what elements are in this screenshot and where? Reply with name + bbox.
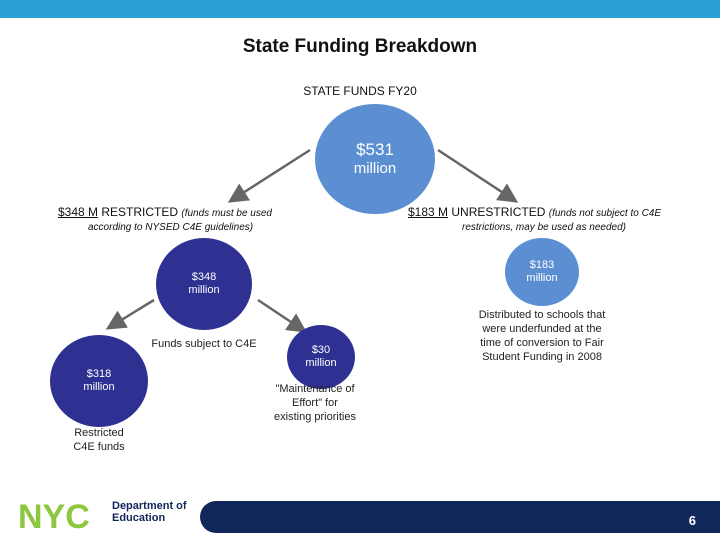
total-funds-unit: million <box>353 160 397 177</box>
department-name <box>112 500 187 524</box>
slide-title: State Funding Breakdown <box>242 36 478 57</box>
moe-value: $30 <box>311 344 331 356</box>
moe-caption-line: "Maintenance of <box>275 383 355 395</box>
unrestricted-label: UNRESTRICTED <box>451 205 546 219</box>
arrow-to-30 <box>258 300 303 330</box>
department-line-1: Department of <box>112 500 187 512</box>
restricted-c4e-caption <box>54 426 144 454</box>
unrestricted-circle-unit: million <box>526 272 558 284</box>
moe-unit: million <box>305 357 337 369</box>
unrestricted-note-2: restrictions, may be used as needed) <box>462 222 626 233</box>
page-number: 6 <box>688 513 696 528</box>
unrestricted-desc-line: Distributed to schools that <box>478 309 606 321</box>
moe-circle <box>287 325 355 389</box>
moe-caption-line: Effort" for <box>292 397 338 409</box>
footer-bar <box>200 501 720 533</box>
restricted-heading <box>58 205 272 219</box>
unrestricted-circle-value: $183 <box>529 259 555 271</box>
unrestricted-desc-line: Student Funding in 2008 <box>482 351 602 363</box>
total-funds-value: $531 <box>356 140 394 159</box>
nyc-doe-logo <box>16 496 196 536</box>
restricted-circle-unit: million <box>188 284 220 296</box>
unrestricted-heading <box>408 205 661 219</box>
moe-caption-line: existing priorities <box>274 411 356 423</box>
total-funds-circle <box>315 104 435 214</box>
unrestricted-note-1: (funds not subject to C4E <box>548 208 662 219</box>
unrestricted-circle <box>505 238 579 306</box>
restricted-amount: $348 M <box>58 205 99 219</box>
moe-caption <box>255 382 375 424</box>
restricted-c4e-value: $318 <box>86 368 112 380</box>
restricted-c4e-circle <box>50 335 148 427</box>
restricted-c4e-unit: million <box>83 381 115 393</box>
restricted-note-1: (funds must be used <box>181 208 272 219</box>
c4e-funds-caption: Funds subject to C4E <box>151 338 257 350</box>
unrestricted-desc-line: time of conversion to Fair <box>480 337 604 349</box>
restricted-c4e-caption-line: C4E funds <box>73 441 125 453</box>
arrow-to-unrestricted <box>438 150 514 200</box>
restricted-note-2: according to NYSED C4E guidelines) <box>88 222 254 233</box>
unrestricted-desc-line: were underfunded at the <box>482 323 602 335</box>
arrow-to-318 <box>110 300 154 327</box>
restricted-circle-value: $348 <box>191 271 217 283</box>
department-line-2: Education <box>112 512 166 524</box>
unrestricted-amount: $183 M <box>408 205 449 219</box>
slide-subtitle: STATE FUNDS FY20 <box>303 84 417 98</box>
unrestricted-description <box>462 308 622 364</box>
restricted-circle <box>156 238 252 330</box>
arrow-to-restricted <box>232 150 310 200</box>
restricted-c4e-caption-line: Restricted <box>74 427 124 439</box>
restricted-label: RESTRICTED <box>101 205 179 219</box>
nyc-logo-text: NYC <box>18 500 90 532</box>
nyc-logo-icon <box>16 500 108 532</box>
